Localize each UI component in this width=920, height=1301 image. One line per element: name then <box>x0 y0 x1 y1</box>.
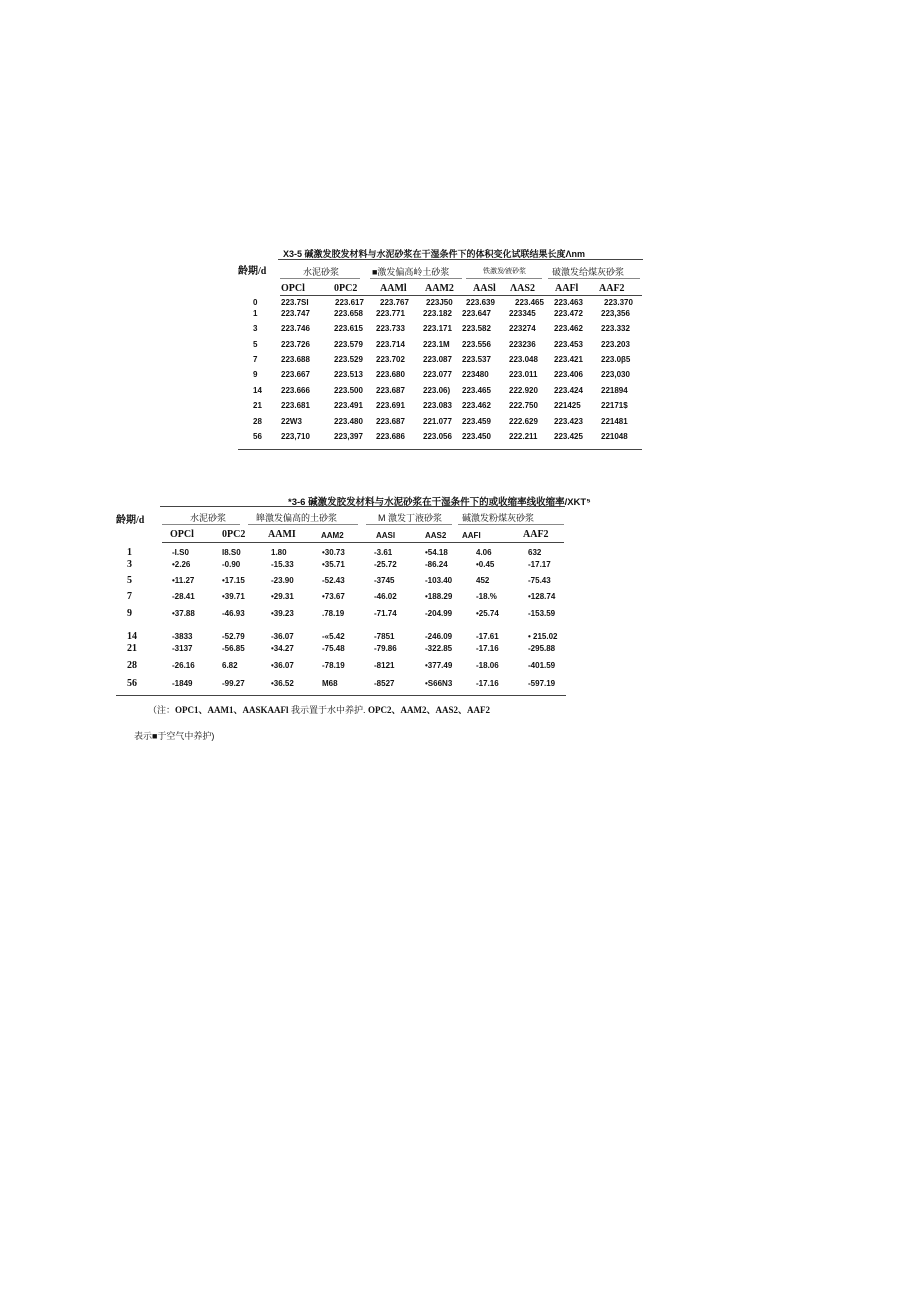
row-age: 21 <box>127 643 137 654</box>
table2-col-5: AAS2 <box>425 531 447 540</box>
row-age: 3 <box>253 324 258 333</box>
table-cell: -75.48 <box>322 644 345 653</box>
row-age: 7 <box>253 355 258 364</box>
row-age: 1 <box>127 547 132 558</box>
table-cell: -79.86 <box>374 644 397 653</box>
table-cell: 223.691 <box>376 401 405 410</box>
table-cell: •25.74 <box>476 609 499 618</box>
row-age: 5 <box>253 340 258 349</box>
table-cell: •39.71 <box>222 592 245 601</box>
table-cell: •0.45 <box>476 560 495 569</box>
row-age: 0 <box>253 298 258 307</box>
table-cell: -246.09 <box>425 632 453 641</box>
table1-header-rule <box>280 295 642 296</box>
table-cell: 222.920 <box>509 386 538 395</box>
table1-group-cement: 水泥砂浆 <box>303 267 340 277</box>
table-cell: 223.406 <box>554 370 583 379</box>
table-cell: 222.211 <box>509 432 538 441</box>
table-cell: -18.06 <box>476 661 499 670</box>
table-cell: -«5.42 <box>322 632 345 641</box>
table-cell: -3137 <box>172 644 193 653</box>
table2-col-1: 0PC2 <box>222 529 246 540</box>
table-cell: 223.087 <box>423 355 452 364</box>
table-cell: -3.61 <box>374 548 393 557</box>
table-cell: -23.90 <box>271 576 294 585</box>
table-cell: -3745 <box>374 576 395 585</box>
table-cell: 223.726 <box>281 340 310 349</box>
table-cell: 223.767 <box>380 298 409 307</box>
table2-age-label: 龄期/d <box>116 515 145 526</box>
table-cell: 223.771 <box>376 309 405 318</box>
table-cell: 223.658 <box>334 309 363 318</box>
table-cell: 1.80 <box>271 548 287 557</box>
table-note-line2: 表示■于空气中养护) <box>134 731 215 741</box>
table2-group-rule-3 <box>366 524 452 525</box>
table-cell: 632 <box>528 548 542 557</box>
table-cell: 221481 <box>601 417 628 426</box>
table-cell: -36.07 <box>271 632 294 641</box>
table2-col-6: AAFI <box>462 531 481 540</box>
table-cell: -86.24 <box>425 560 448 569</box>
table2-group-metakaolin: 皞激发偏高的土砂浆 <box>256 513 338 523</box>
table-cell: •35.71 <box>322 560 345 569</box>
table-cell: 223.465 <box>462 386 491 395</box>
table-cell: • 215.02 <box>528 632 558 641</box>
table-cell: 223.747 <box>281 309 310 318</box>
table-cell: M68 <box>322 679 338 688</box>
table-cell: -99.27 <box>222 679 245 688</box>
table-cell: 223,030 <box>601 370 630 379</box>
table-cell: -18.% <box>476 592 497 601</box>
table-cell: •73.67 <box>322 592 345 601</box>
table-cell: -26.16 <box>172 661 195 670</box>
table-cell: 223.687 <box>376 386 405 395</box>
table-cell: 223.171 <box>423 324 452 333</box>
table-cell: 223.083 <box>423 401 452 410</box>
table2-col-0: OPCl <box>170 529 194 540</box>
table-cell: 223.667 <box>281 370 310 379</box>
table-cell: -597.19 <box>528 679 556 688</box>
table1-group-rule-2 <box>370 278 462 279</box>
table-cell: -25.72 <box>374 560 397 569</box>
row-age: 56 <box>127 678 137 689</box>
table-cell: 223.425 <box>554 432 583 441</box>
row-age: 5 <box>127 575 132 586</box>
row-age: 56 <box>253 432 262 441</box>
table-cell: •377.49 <box>425 661 453 670</box>
table-cell: -17.16 <box>476 644 499 653</box>
table-cell: 223.048 <box>509 355 538 364</box>
table-cell: -17.61 <box>476 632 499 641</box>
table-cell: •36.07 <box>271 661 294 670</box>
table2-top-rule <box>160 506 565 507</box>
table-cell: 223.687 <box>376 417 405 426</box>
table-cell: 223.582 <box>462 324 491 333</box>
table-cell: 223.688 <box>281 355 310 364</box>
table2-group-rule-2 <box>248 524 358 525</box>
table-cell: 223.529 <box>334 355 363 364</box>
table-cell: 223.513 <box>334 370 363 379</box>
table1-bottom-rule <box>238 449 642 450</box>
row-age: 3 <box>127 559 132 570</box>
table1-group-rule-4 <box>548 278 640 279</box>
table2-caption: *3-6 碱激发胶发材料与水泥砂浆在干湿条件下的或收缩率线收缩率/XKT⁵ <box>288 497 591 508</box>
table-cell: -28.41 <box>172 592 195 601</box>
table-cell: •54.18 <box>425 548 448 557</box>
table-cell: -295.88 <box>528 644 556 653</box>
table-cell: 223.702 <box>376 355 405 364</box>
table-cell: 223.332 <box>601 324 630 333</box>
table-cell: 223.077 <box>423 370 452 379</box>
table-cell: •30.73 <box>322 548 345 557</box>
row-age: 1 <box>253 309 258 318</box>
table-cell: 222.629 <box>509 417 538 426</box>
table-cell: -8527 <box>374 679 395 688</box>
table2-group-slag: M 激发丁液砂浆 <box>378 513 442 523</box>
table-cell: 6.82 <box>222 661 238 670</box>
table2-group-rule-4 <box>458 524 564 525</box>
table-cell: •39.23 <box>271 609 294 618</box>
table-cell: 22W3 <box>281 417 302 426</box>
table-cell: 223.615 <box>334 324 363 333</box>
table-cell: -52.43 <box>322 576 345 585</box>
table-cell: 223.011 <box>509 370 538 379</box>
table-cell: 223.7SI <box>281 298 309 307</box>
table2-group-cement: 水泥砂浆 <box>190 513 227 523</box>
table-cell: 223.472 <box>554 309 583 318</box>
table-cell: •29.31 <box>271 592 294 601</box>
table-cell: -204.99 <box>425 609 453 618</box>
table1-col-3: AAM2 <box>425 283 454 294</box>
table-cell: -I.S0 <box>172 548 189 557</box>
table-cell: 223.681 <box>281 401 310 410</box>
table-cell: 223.579 <box>334 340 363 349</box>
table-cell: 223.453 <box>554 340 583 349</box>
table-cell: 222.750 <box>509 401 538 410</box>
note-prefix: （注： <box>148 705 176 715</box>
table-cell: -7851 <box>374 632 395 641</box>
table1-group-rule-1 <box>280 278 360 279</box>
table-cell: 223.462 <box>554 324 583 333</box>
note-air-cured-codes: OPC2、AAM2、AAS2、AAF2 <box>368 705 491 715</box>
table-cell: 223.647 <box>462 309 491 318</box>
table-cell: -3833 <box>172 632 193 641</box>
table-cell: 223.424 <box>554 386 583 395</box>
table-cell: -56.85 <box>222 644 245 653</box>
table2-group-rule-1 <box>162 524 240 525</box>
table-cell: -8121 <box>374 661 395 670</box>
table1-group-metakaolin: ■激发偏高岭土砂浆 <box>372 267 450 277</box>
table-cell: 223.537 <box>462 355 491 364</box>
row-age: 9 <box>127 608 132 619</box>
row-age: 7 <box>127 591 132 602</box>
note-water-cured-text: 我示置于水中养护. <box>288 705 366 715</box>
table-cell: •S66N3 <box>425 679 453 688</box>
table-cell: 223.500 <box>334 386 363 395</box>
table-cell: •34.27 <box>271 644 294 653</box>
table-cell: 22171$ <box>601 401 628 410</box>
table-cell: -78.19 <box>322 661 345 670</box>
table-cell: 223.182 <box>423 309 452 318</box>
table-cell: 223.617 <box>335 298 364 307</box>
table-cell: 223.462 <box>462 401 491 410</box>
table-cell: 4.06 <box>476 548 492 557</box>
table-cell: I8.S0 <box>222 548 241 557</box>
table-cell: 223.1M <box>423 340 450 349</box>
table2-col-3: AAM2 <box>321 531 344 540</box>
table-cell: -322.85 <box>425 644 453 653</box>
table-cell: 223.491 <box>334 401 363 410</box>
table-cell: 452 <box>476 576 490 585</box>
table1-top-rule <box>278 259 643 260</box>
table-cell: •11.27 <box>172 576 195 585</box>
table-cell: 223.463 <box>554 298 583 307</box>
table-cell: 223.423 <box>554 417 583 426</box>
table1-age-label: 龄期/d <box>238 266 267 277</box>
table-cell: 223,710 <box>281 432 310 441</box>
table-cell: •17.15 <box>222 576 245 585</box>
table-cell: 223J50 <box>426 298 453 307</box>
table1-col-4: AASl <box>473 283 496 294</box>
row-age: 14 <box>127 631 137 642</box>
table-cell: 223274 <box>509 324 536 333</box>
table-cell: 221894 <box>601 386 628 395</box>
table-cell: -153.59 <box>528 609 556 618</box>
row-age: 14 <box>253 386 262 395</box>
table-cell: 223.459 <box>462 417 491 426</box>
table-cell: 223.203 <box>601 340 630 349</box>
table2-group-flyash: 碱激发粉煤灰砂浆 <box>462 513 535 523</box>
table-cell: -46.93 <box>222 609 245 618</box>
table-cell: .78.19 <box>322 609 345 618</box>
row-age: 28 <box>253 417 262 426</box>
table1-group-flyash: 破激发给煤灰砂浆 <box>552 267 625 277</box>
row-age: 21 <box>253 401 262 410</box>
table-cell: 223.666 <box>281 386 310 395</box>
table-cell: 223.370 <box>604 298 633 307</box>
table-cell: 223.421 <box>554 355 583 364</box>
table2-col-4: AASI <box>376 531 396 540</box>
table-cell: 223480 <box>462 370 489 379</box>
table-cell: 223236 <box>509 340 536 349</box>
table-cell: •128.74 <box>528 592 556 601</box>
table-cell: 223.714 <box>376 340 405 349</box>
table1-col-5: ΛAS2 <box>510 283 535 294</box>
table-cell: 223.480 <box>334 417 363 426</box>
table1-col-0: OPCl <box>281 283 305 294</box>
table-cell: •37.88 <box>172 609 195 618</box>
table-cell: 223.639 <box>466 298 495 307</box>
table-cell: 223.056 <box>423 432 452 441</box>
table-note-line1 <box>148 703 490 716</box>
table-cell: -1849 <box>172 679 193 688</box>
table-cell: 223.746 <box>281 324 310 333</box>
table1-col-6: AAFl <box>555 283 579 294</box>
table2-col-7: AAF2 <box>523 529 549 540</box>
table1-col-7: AAF2 <box>599 283 625 294</box>
row-age: 9 <box>253 370 258 379</box>
table-cell: 223.450 <box>462 432 491 441</box>
table-cell: •2.26 <box>172 560 191 569</box>
table1-caption: X3-5 碱激发胶发材料与水泥砂浆在干湿条件下的体积变化试联结果长度Λnm <box>283 249 586 259</box>
table-cell: -46.02 <box>374 592 397 601</box>
row-age: 28 <box>127 660 137 671</box>
table2-header-rule <box>162 542 564 543</box>
table-cell: 221.077 <box>423 417 452 426</box>
table-cell: •188.29 <box>425 592 453 601</box>
table-cell: 221048 <box>601 432 628 441</box>
table-cell: 223.556 <box>462 340 491 349</box>
table-cell: -17.16 <box>476 679 499 688</box>
table-cell: 221425 <box>554 401 581 410</box>
note-water-cured-codes: OPC1、AAM1、AASKAAFl <box>175 705 289 715</box>
table2-col-2: AAMI <box>268 529 296 540</box>
table-cell: 223,397 <box>334 432 363 441</box>
table-cell: 223,356 <box>601 309 630 318</box>
table-cell: -103.40 <box>425 576 453 585</box>
table-cell: -71.74 <box>374 609 397 618</box>
table-cell: 223.686 <box>376 432 405 441</box>
table-cell: 223.06) <box>423 386 451 395</box>
table1-group-slag: 铁激发⁄液砂浆 <box>483 268 527 275</box>
table-cell: •36.52 <box>271 679 294 688</box>
table1-col-2: AAMl <box>380 283 407 294</box>
table-cell: -0.90 <box>222 560 241 569</box>
table-cell: -52.79 <box>222 632 245 641</box>
table-cell: -15.33 <box>271 560 294 569</box>
table-cell: -17.17 <box>528 560 551 569</box>
table-cell: 223.680 <box>376 370 405 379</box>
table-cell: 223.0β5 <box>601 355 631 364</box>
table-cell: 223.465 <box>515 298 544 307</box>
table1-group-rule-3 <box>466 278 542 279</box>
table-cell: 223.733 <box>376 324 405 333</box>
table2-bottom-rule <box>116 695 566 696</box>
table-cell: -75.43 <box>528 576 551 585</box>
table-cell: 223345 <box>509 309 536 318</box>
table1-col-1: 0PC2 <box>334 283 358 294</box>
table-cell: -401.59 <box>528 661 556 670</box>
